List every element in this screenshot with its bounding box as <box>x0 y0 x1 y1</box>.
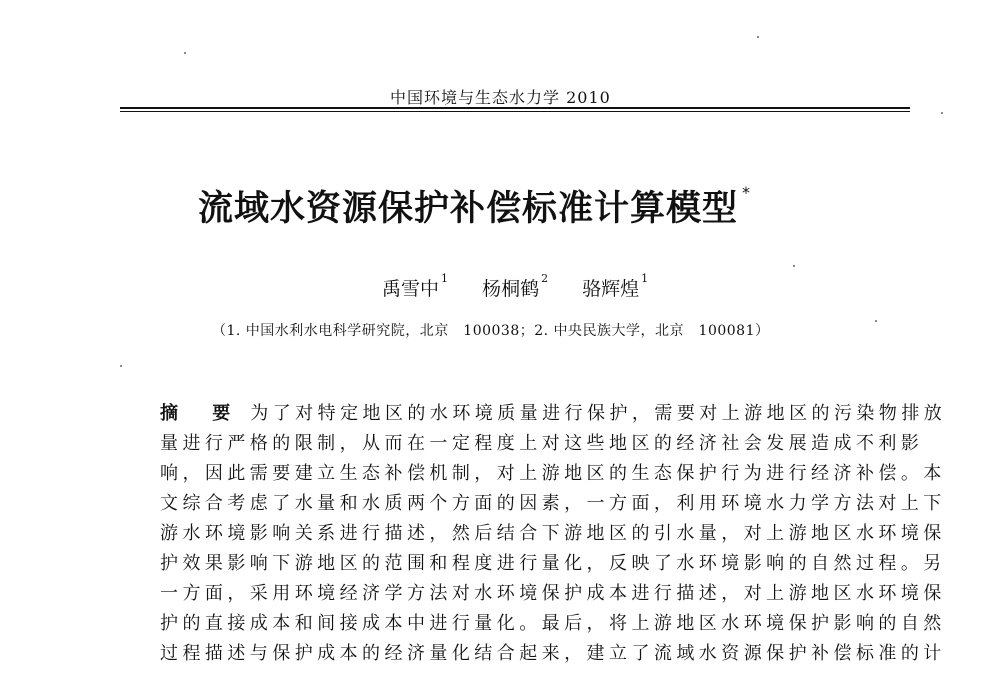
scan-speck <box>757 36 759 38</box>
author <box>482 272 549 300</box>
author-affiliation-mark: 1 <box>441 272 449 285</box>
scan-speck <box>120 365 122 367</box>
paper-title-text: 流域水资源保护补偿标准计算模型 <box>198 189 739 229</box>
running-header: 中国环境与生态水力学 2010 <box>390 88 611 107</box>
scan-speck <box>184 52 186 54</box>
abstract-line: 文综合考虑了水量和水质两个方面的因素，一方面，利用环境水力学方法对上下 <box>160 493 946 514</box>
header-rule-thin <box>120 111 910 112</box>
abstract-line: 护的直接成本和间接成本中进行量化。最后，将上游地区水环境保护影响的自然 <box>160 613 946 634</box>
scan-speck <box>793 265 795 267</box>
affiliation-line: （1. 中国水利水电科学研究院，北京 100038；2. 中央民族大学，北京 100081） <box>212 323 770 339</box>
author-name: 禹雪中 <box>382 278 440 300</box>
abstract-line: 过程描述与保护成本的经济量化结合起来，建立了流域水资源保护补偿标准的计 <box>160 643 946 664</box>
author <box>582 272 649 300</box>
abstract-line: 一方面，采用环境经济学方法对水环境保护成本进行描述，对上游地区水环境保 <box>160 583 946 604</box>
scan-speck <box>941 112 943 114</box>
paper-title <box>198 181 751 231</box>
author <box>382 272 449 300</box>
abstract-label: 摘 要 <box>160 403 245 424</box>
author-name: 杨桐鹤 <box>482 278 540 300</box>
title-footnote-mark: * <box>742 183 752 202</box>
abstract-line: 游水环境影响关系进行描述，然后结合下游地区的引水量，对上游地区水环境保 <box>160 523 946 544</box>
author-name: 骆辉煌 <box>582 278 640 300</box>
header-rule-thick <box>120 107 910 109</box>
scan-speck <box>875 320 877 322</box>
author-list <box>382 274 648 301</box>
author-affiliation-mark: 1 <box>641 272 649 285</box>
author-affiliation-mark: 2 <box>541 272 549 285</box>
abstract-text: 为了对特定地区的水环境质量进行保护，需要对上游地区的污染物排放 <box>250 403 947 424</box>
abstract-line: 量进行严格的限制，从而在一定程度上对这些地区的经济社会发展造成不利影 <box>160 433 924 454</box>
abstract-line: 响，因此需要建立生态补偿机制，对上游地区的生态保护行为进行经济补偿。本 <box>160 463 946 484</box>
abstract-line <box>160 399 946 425</box>
abstract-line: 护效果影响下游地区的范围和程度进行量化，反映了水环境影响的自然过程。另 <box>160 553 946 574</box>
